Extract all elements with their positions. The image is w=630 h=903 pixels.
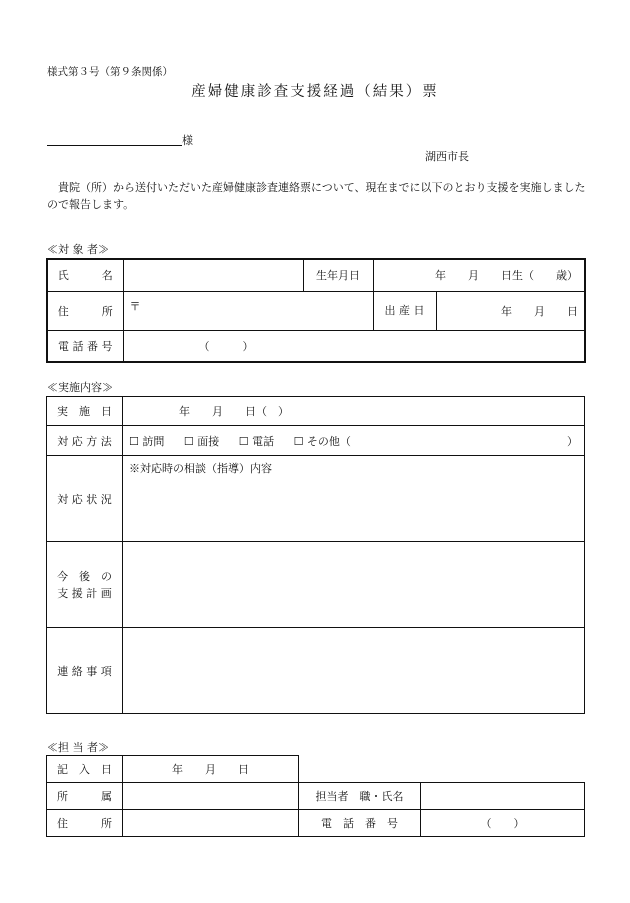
delivery-field[interactable] (437, 303, 585, 319)
addressee-suffix: 様 (182, 134, 193, 147)
dob-value: 年 月 日生（ 歳） (435, 269, 578, 283)
method-field (123, 426, 585, 456)
address-label: 住 所 (47, 291, 123, 330)
staff-phone-field[interactable] (421, 810, 585, 837)
dob-label: 生年月日 (303, 259, 373, 291)
plan-label (47, 542, 123, 628)
issuer: 湖西市長 (425, 150, 469, 163)
subject-table (46, 258, 586, 363)
empty-cell (299, 756, 585, 783)
phone-label: 電 話 番 号 (47, 330, 123, 362)
method-close-paren: ） (567, 434, 578, 448)
dob-field[interactable] (373, 259, 585, 291)
implementation-section-label: ≪実施内容≫ (47, 381, 113, 394)
notes-field[interactable] (123, 628, 585, 714)
dept-label: 所 属 (47, 783, 123, 810)
entry-date-label: 記 入 日 (47, 756, 123, 783)
implementation-table (46, 396, 585, 714)
status-field[interactable] (123, 456, 585, 542)
addressee-line[interactable] (47, 145, 182, 146)
plan-field[interactable] (123, 542, 585, 628)
address-field[interactable] (123, 291, 373, 330)
delivery-label: 出 産 日 (374, 292, 437, 330)
staff-address-field[interactable] (123, 810, 299, 837)
phone-value: （ ） (198, 339, 254, 353)
impl-date-field[interactable] (123, 397, 585, 426)
subject-section-label: ≪対 象 者≫ (47, 243, 109, 256)
staff-phone-value: （ ） (480, 817, 525, 830)
staff-section-label: ≪担 当 者≫ (47, 741, 109, 754)
staff-address-label: 住 所 (47, 810, 123, 837)
dept-field[interactable] (123, 783, 299, 810)
entry-date-field[interactable] (123, 756, 299, 783)
plan-label-line-2: 支 援 計 画 (57, 586, 112, 600)
staff-table (46, 755, 585, 837)
delivery-value: 年 月 日 (501, 304, 578, 318)
notes-label: 連 絡 事 項 (47, 628, 123, 714)
phone-field[interactable] (123, 330, 585, 362)
method-label: 対 応 方 法 (47, 426, 123, 456)
entry-date-value: 年 月 日 (172, 763, 249, 776)
staff-name-field[interactable] (421, 783, 585, 810)
delivery-cell (373, 291, 585, 330)
plan-label-line-1: 今 後 の (57, 569, 112, 583)
impl-date-label: 実 施 日 (47, 397, 123, 426)
impl-date-value: 年 月 日（ ） (179, 405, 289, 418)
staff-name-label: 担当者 職・氏名 (299, 783, 421, 810)
name-label: 氏 名 (47, 259, 123, 291)
method-other-checkbox[interactable]: ☐ その他（ (293, 434, 351, 448)
status-note: ※対応時の相談（指導）内容 (129, 462, 272, 475)
postal-mark: 〒 (129, 299, 141, 313)
intro-text: 貴院（所）から送付いただいた産婦健康診査連絡票について、現在までに以下のとおり支援を実施しましたので報告します。 (47, 181, 586, 211)
status-label: 対 応 状 況 (47, 456, 123, 542)
name-field[interactable] (123, 259, 303, 291)
form-number: 様式第３号（第９条関係） (47, 66, 173, 78)
staff-phone-label: 電 話 番 号 (299, 810, 421, 837)
method-phone-checkbox[interactable]: ☐ 電話 (238, 434, 275, 448)
method-interview-checkbox[interactable]: ☐ 面接 (183, 434, 220, 448)
method-visit-checkbox[interactable]: ☐ 訪問 (129, 434, 165, 448)
page-title: 産婦健康診査支援経過（結果）票 (191, 84, 439, 100)
